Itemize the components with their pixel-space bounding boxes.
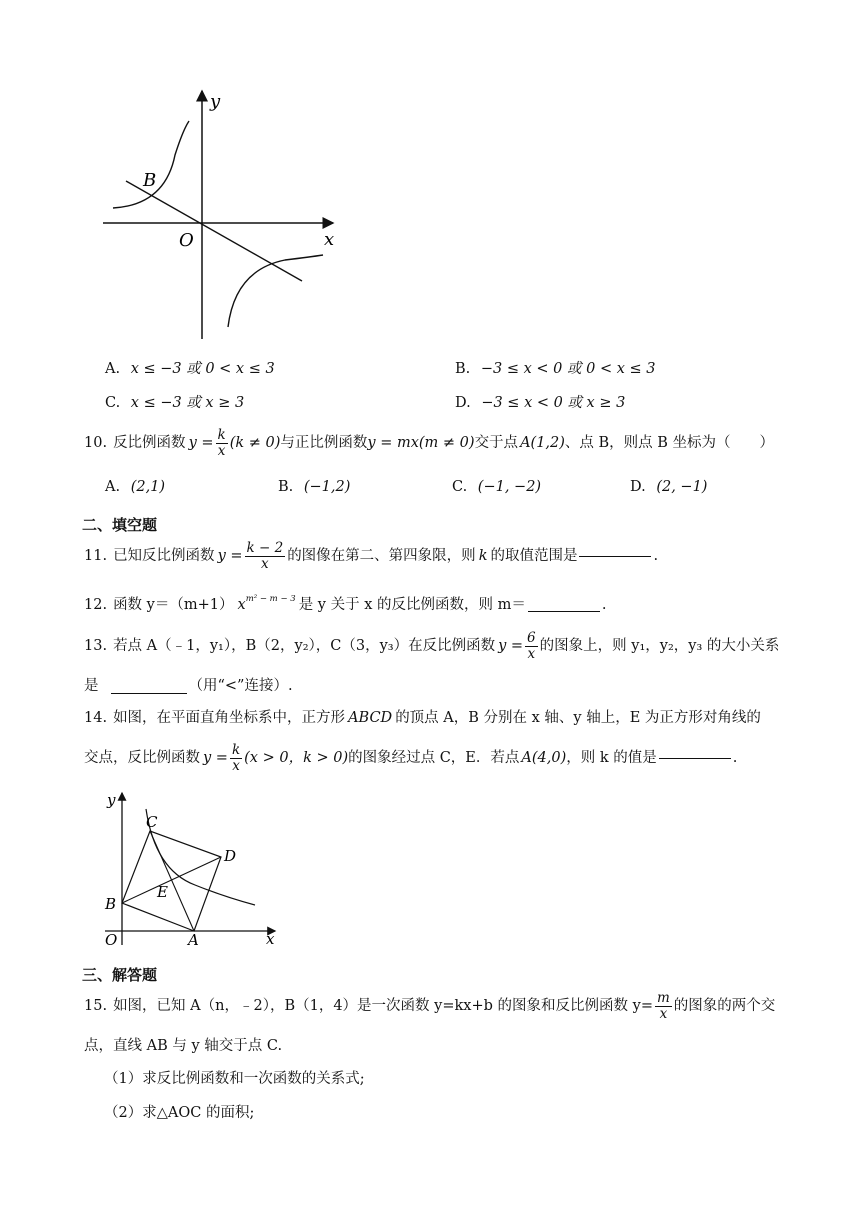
q10-stem: 10. 反比例函数 y = $\frac{k}{x}$ (k ≠ 0) 与正比例函数 y = mx(m ≠ 0) 交于点 A(1,2) 、点 B，则点 B 坐标为（ ） bbox=[84, 427, 775, 459]
q10-option-c: C. (−1, −2) bbox=[452, 479, 542, 495]
q14-label-d: D bbox=[224, 847, 237, 865]
q10-fraction: $\frac{k}{x}$ bbox=[217, 427, 226, 459]
q14-label-b: B bbox=[105, 895, 117, 913]
q9-option-b: B. −3 ≤ x < 0 或 0 < x ≤ 3 bbox=[455, 361, 656, 377]
label-b: B bbox=[143, 170, 157, 191]
q13-answer-blank[interactable] bbox=[111, 692, 187, 694]
label-o: O bbox=[179, 230, 194, 251]
q12-stem: 12. 函数 y＝（m+1） x m² − m − 3 是 y 关于 x 的反比例函数，则 m＝ . bbox=[84, 593, 607, 613]
q11-stem: 11. 已知反比例函数 y = $\frac{k - 2}{x}$ 的图像在第二、第四象限，则 k 的取值范围是 . bbox=[84, 540, 659, 572]
q9-graph bbox=[95, 85, 345, 345]
q15-line2: 点，直线 AB 与 y 轴交于点 C. bbox=[84, 1038, 283, 1054]
q10-option-d: D. (2, −1) bbox=[630, 479, 708, 495]
q11-answer-blank[interactable] bbox=[579, 555, 651, 557]
q14-label-a: A bbox=[188, 931, 199, 949]
section-heading-solve: 三、解答题 bbox=[82, 966, 158, 984]
q14-label-y: y bbox=[107, 791, 116, 809]
q11-fraction: $\frac{k - 2}{x}$ bbox=[246, 540, 284, 572]
section-heading-fill-in: 二、填空题 bbox=[82, 516, 158, 534]
q14-line2: 交点，反比例函数 y = $\frac{k}{x}$ (x > 0，k > 0) 的图象经过点 C，E．若点 A(4,0) ，则 k 的值是 . bbox=[84, 742, 738, 774]
q9-option-c: C. x ≤ −3 或 x ≥ 3 bbox=[105, 395, 245, 411]
proportional-line bbox=[126, 181, 302, 281]
q12-answer-blank[interactable] bbox=[528, 610, 600, 612]
q14-graph bbox=[95, 785, 285, 950]
q14-fraction: $\frac{k}{x}$ bbox=[231, 742, 241, 774]
q14-label-o: O bbox=[105, 931, 118, 949]
q15-sub1: （1）求反比例函数和一次函数的关系式; bbox=[104, 1071, 365, 1087]
label-x: x bbox=[324, 229, 335, 250]
q15-sub2: （2）求△AOC 的面积; bbox=[104, 1105, 255, 1121]
q14-label-x: x bbox=[266, 930, 275, 948]
q14-label-e: E bbox=[157, 883, 168, 901]
q13-stem: 13. 若点 A（﹣1，y₁），B（2，y₂），C（3，y₃）在反比例函数 y = $\frac{6}{x}$ 的图象上，则 y₁，y₂，y₃ 的大小关系 bbox=[84, 630, 780, 662]
q14-answer-blank[interactable] bbox=[659, 757, 731, 759]
q15-fraction: $\frac{m}{x}$ bbox=[656, 990, 670, 1022]
q14-label-c: C bbox=[146, 813, 158, 831]
q13-fraction: $\frac{6}{x}$ bbox=[527, 630, 536, 662]
q9-option-d: D. −3 ≤ x < 0 或 x ≥ 3 bbox=[455, 395, 626, 411]
q10-option-a: A. (2,1) bbox=[105, 479, 166, 495]
q13-line2: 是 （用“<”连接）. bbox=[84, 678, 293, 694]
label-y: y bbox=[210, 91, 221, 112]
q14-line1: 14. 如图，在平面直角坐标系中，正方形 ABCD 的顶点 A，B 分别在 x 轴、y 轴上，E 为正方形对角线的 bbox=[84, 710, 761, 726]
q9-option-a: A. x ≤ −3 或 0 < x ≤ 3 bbox=[105, 361, 275, 377]
q15-stem: 15. 如图，已知 A（n，﹣2），B（1，4）是一次函数 y=kx+b 的图象和反比例函数 y= $\frac{m}{x}$ 的图象的两个交 bbox=[84, 990, 776, 1022]
q10-option-b: B. (−1,2) bbox=[278, 479, 351, 495]
